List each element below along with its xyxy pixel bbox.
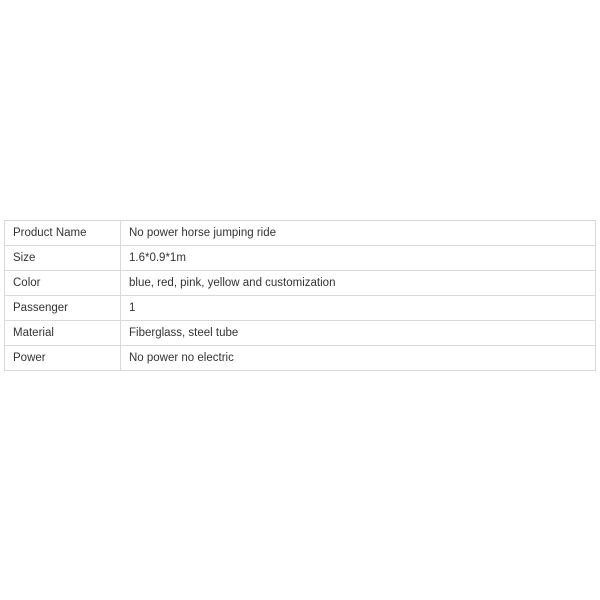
spec-row-material <box>5 321 596 346</box>
spec-value: blue, red, pink, yellow and customization <box>121 271 596 296</box>
product-spec-table <box>4 220 596 371</box>
spec-label: Size <box>5 246 121 271</box>
spec-row-product-name <box>5 221 596 246</box>
spec-label: Product Name <box>5 221 121 246</box>
spec-row-size <box>5 246 596 271</box>
spec-row-color <box>5 271 596 296</box>
spec-row-passenger <box>5 296 596 321</box>
spec-row-power <box>5 346 596 371</box>
spec-label: Color <box>5 271 121 296</box>
spec-value: Fiberglass, steel tube <box>121 321 596 346</box>
spec-value: No power horse jumping ride <box>121 221 596 246</box>
spec-label: Material <box>5 321 121 346</box>
spec-label: Passenger <box>5 296 121 321</box>
spec-value: 1.6*0.9*1m <box>121 246 596 271</box>
spec-label: Power <box>5 346 121 371</box>
spec-value: No power no electric <box>121 346 596 371</box>
spec-value: 1 <box>121 296 596 321</box>
